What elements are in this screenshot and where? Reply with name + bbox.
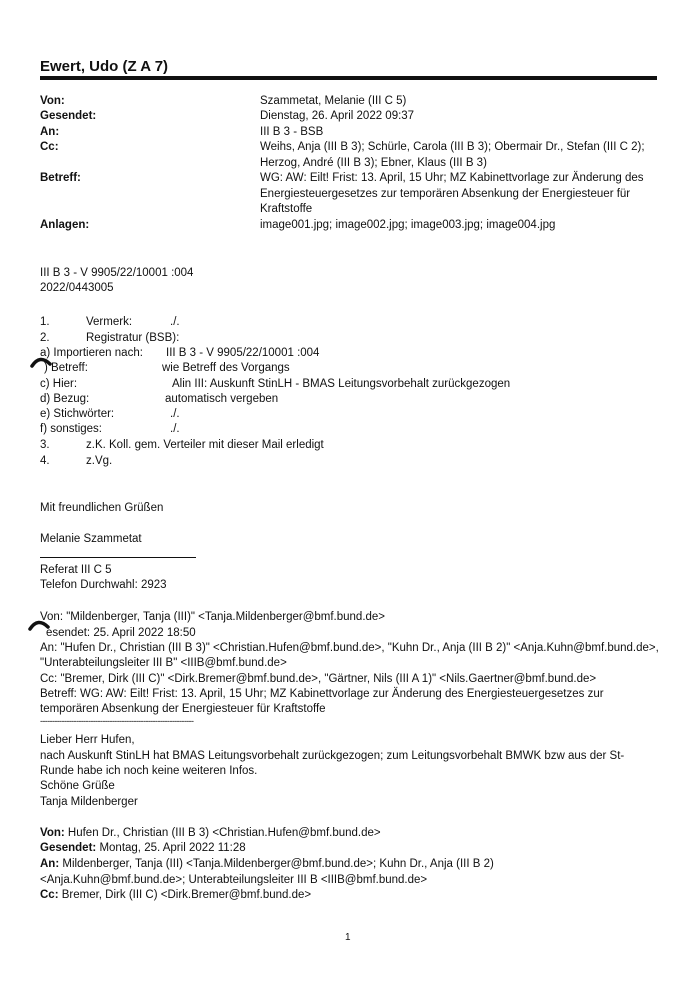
registry-value: ./.: [170, 423, 180, 435]
registry-num: 4.: [40, 455, 50, 467]
registry-label: d) Bezug:: [40, 393, 90, 405]
title-rule: [40, 76, 657, 80]
forward2-to-value: Mildenberger, Tanja (III) <Tanja.Mildenberger@bmf.bund.de>; Kuhn Dr., Anja (III B 2): [59, 858, 494, 870]
registry-label: f) sonstiges:: [40, 423, 102, 435]
from-label: Von:: [40, 95, 65, 107]
reference-line: 2022/0443005: [40, 282, 114, 294]
registry-value: III B 3 - V 9905/22/10001 :004: [166, 347, 320, 359]
forward2-cc-value: Bremer, Dirk (III C) <Dirk.Bremer@bmf.bund.de>: [58, 889, 312, 901]
cc-line: Herzog, André (III B 3); Ebner, Klaus (III B 3): [260, 156, 487, 169]
forward-from: Von: "Mildenberger, Tanja (III)" <Tanja.Mildenberger@bmf.bund.de>: [40, 611, 386, 623]
registry-value: z.K. Koll. gem. Verteiler mit dieser Mail erledigt: [86, 439, 324, 451]
forward-subject-line: temporären Absenkung der Energiesteuer für Kraftstoffe: [40, 703, 326, 715]
subject-line: Energiesteuergesetzes zur temporären Absenkung der Energiesteuer für: [260, 187, 631, 200]
forward-body-line: Schöne Grüße: [40, 780, 115, 792]
reference-line: III B 3 - V 9905/22/10001 :004: [40, 267, 194, 279]
sender-unit: Referat III C 5: [40, 564, 112, 576]
cc-label: Cc:: [40, 141, 59, 153]
forward-to-line: An: "Hufen Dr., Christian (III B 3)" <Christian.Hufen@bmf.bund.de>, "Kuhn Dr., Anja (III B 2)" <Anja.Kuhn@bmf.bund.de>,: [40, 642, 659, 654]
forward-body-line: Tanja Mildenberger: [40, 796, 138, 808]
forward2-from: [40, 826, 381, 841]
scan-mark-icon: [30, 354, 52, 368]
forward-subject-line: Betreff: WG: AW: Eilt! Frist: 13. April, 15 Uhr; MZ Kabinettvorlage zur Änderung des Energiesteuergesetzes zur: [40, 688, 604, 700]
forward-to-line: "Unterabteilungsleiter III B" <IIIB@bmf.bund.de>: [40, 657, 287, 669]
forward-sent: esendet: 25. April 2022 18:50: [46, 627, 196, 639]
sender-phone: Telefon Durchwahl: 2923: [40, 579, 167, 591]
registry-label: a) Importieren nach:: [40, 347, 143, 359]
forward2-sent-label: Gesendet:: [40, 842, 97, 854]
sent-label: Gesendet:: [40, 110, 97, 122]
sender-name: Melanie Szammetat: [40, 533, 142, 545]
subject-label: Betreff:: [40, 172, 81, 184]
attachments-value[interactable]: image001.jpg; image002.jpg; image003.jpg; image004.jpg: [260, 219, 556, 231]
forward2-from-label: Von:: [40, 827, 65, 839]
to-value: III B 3 - BSB: [260, 126, 324, 138]
forward2-sent-value: Montag, 25. April 2022 11:28: [96, 842, 246, 854]
forward2-to-label: An:: [40, 858, 60, 870]
cc-value: [260, 140, 660, 171]
forward2-cc: [40, 888, 311, 903]
registry-value: ./.: [170, 316, 180, 328]
forward-body-line: Runde habe ich noch keine weiteren Infos.: [40, 765, 258, 777]
registry-label: ) Betreff:: [44, 362, 88, 374]
subject-line: WG: AW: Eilt! Frist: 13. April, 15 Uhr; MZ Kabinettvorlage zur Änderung des: [260, 172, 644, 184]
signature-divider: [40, 557, 196, 558]
registry-value: wie Betreff des Vorgangs: [162, 362, 290, 374]
greeting: Mit freundlichen Grüßen: [40, 502, 164, 514]
forward2-cc-label: Cc:: [40, 889, 59, 901]
registry-value: z.Vg.: [86, 455, 113, 467]
to-label: An:: [40, 126, 60, 138]
forward2-from-value: Hufen Dr., Christian (III B 3) <Christian.Hufen@bmf.bund.de>: [64, 827, 381, 839]
registry-value: automatisch vergeben: [165, 393, 279, 405]
forward-cc: Cc: "Bremer, Dirk (III C)" <Dirk.Bremer@bmf.bund.de>, "Gärtner, Nils (III A 1)" <Nils.Gaertner@bmf.bund.de>: [40, 673, 597, 685]
registry-value: ./.: [170, 408, 180, 420]
document-title: Ewert, Udo (Z A 7): [40, 58, 169, 75]
forward2-sent: [40, 841, 246, 856]
registry-label: Vermerk:: [86, 316, 133, 328]
registry-num: 1.: [40, 316, 50, 328]
sent-value: Dienstag, 26. April 2022 09:37: [260, 110, 415, 122]
forward-body-line: nach Auskunft StinLH hat BMAS Leitungsvorbehalt zurückgezogen; zum Leitungsvorbehalt BMWK bzw aus der St-: [40, 750, 625, 762]
attachments-label: Anlagen:: [40, 219, 90, 231]
forward2-to: [40, 857, 494, 872]
registry-num: 2.: [40, 332, 50, 344]
registry-label: c) Hier:: [40, 378, 78, 390]
page-number: 1: [345, 932, 351, 943]
registry-value: Alin III: Auskunft StinLH - BMAS Leitungsvorbehalt zurückgezogen: [172, 378, 511, 390]
subject-line: Kraftstoffe: [260, 203, 313, 215]
registry-num: 3.: [40, 439, 50, 451]
from-value: Szammetat, Melanie (III C 5): [260, 95, 407, 107]
forward-divider: ----------------------------------------------------------------: [40, 716, 194, 726]
forward2-to-line2: <Anja.Kuhn@bmf.bund.de>; Unterabteilungsleiter III B <IIIB@bmf.bund.de>: [40, 874, 428, 886]
registry-label: Registratur (BSB):: [86, 332, 180, 344]
forward-body-line: Lieber Herr Hufen,: [40, 734, 135, 746]
registry-label: e) Stichwörter:: [40, 408, 115, 420]
subject-value: [260, 171, 660, 218]
cc-line: Weihs, Anja (III B 3); Schürle, Carola (III B 3); Obermair Dr., Stefan (III C 2);: [260, 141, 645, 153]
